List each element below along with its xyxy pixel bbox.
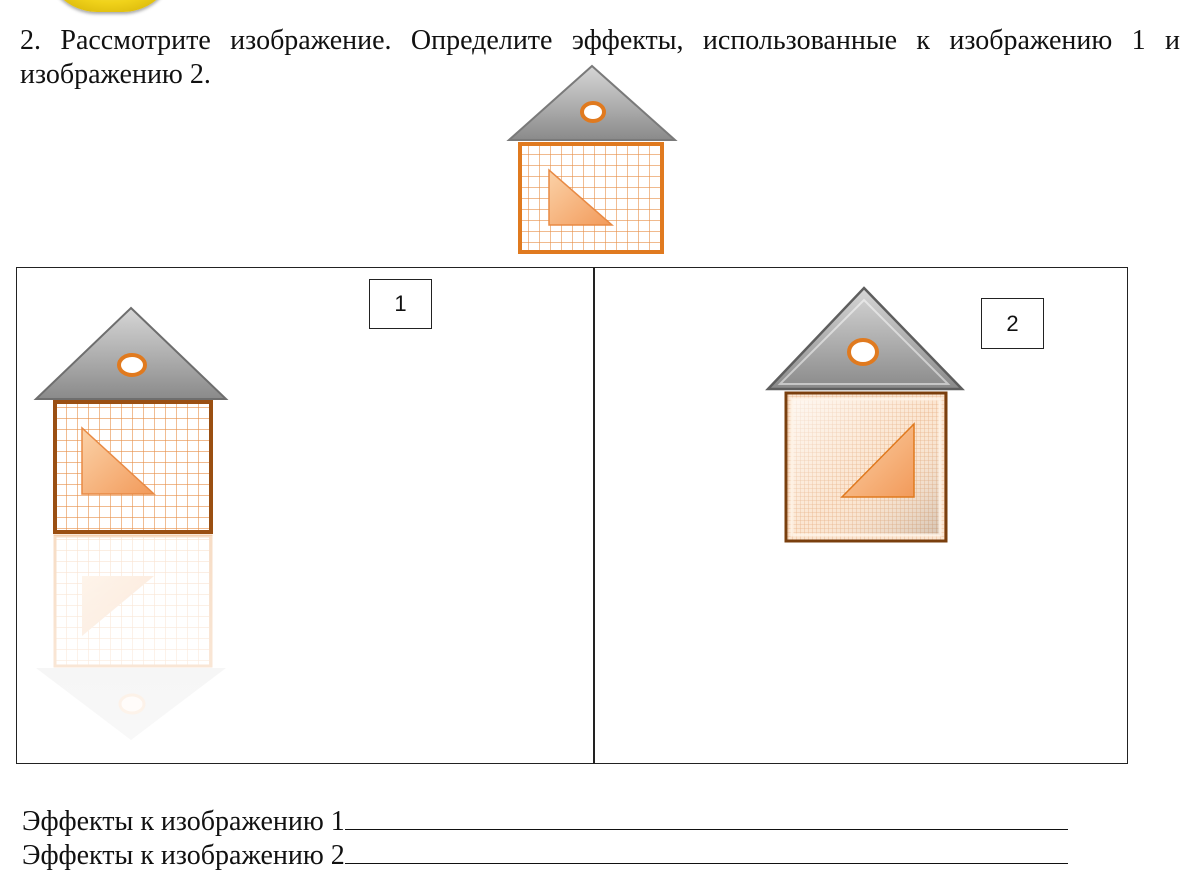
answer-blank-1[interactable] — [345, 805, 1068, 830]
answer-label-2: Эффекты к изображению 2 — [22, 840, 345, 871]
panel-divider — [593, 268, 595, 763]
question-text: 2. Рассмотрите изображение. Определите эффекты, использованные к изображению 1 и изображению 2. — [20, 25, 1180, 90]
answer-line-2 — [22, 839, 1068, 873]
effects-panels — [16, 267, 1128, 764]
answer-label-1: Эффекты к изображению 1 — [22, 806, 345, 837]
answer-line-1 — [22, 805, 1068, 839]
image-1-label: 1 — [369, 279, 432, 329]
answer-blank-2[interactable] — [345, 839, 1068, 864]
image-2-label: 2 — [981, 298, 1044, 349]
house-icon — [509, 66, 675, 252]
